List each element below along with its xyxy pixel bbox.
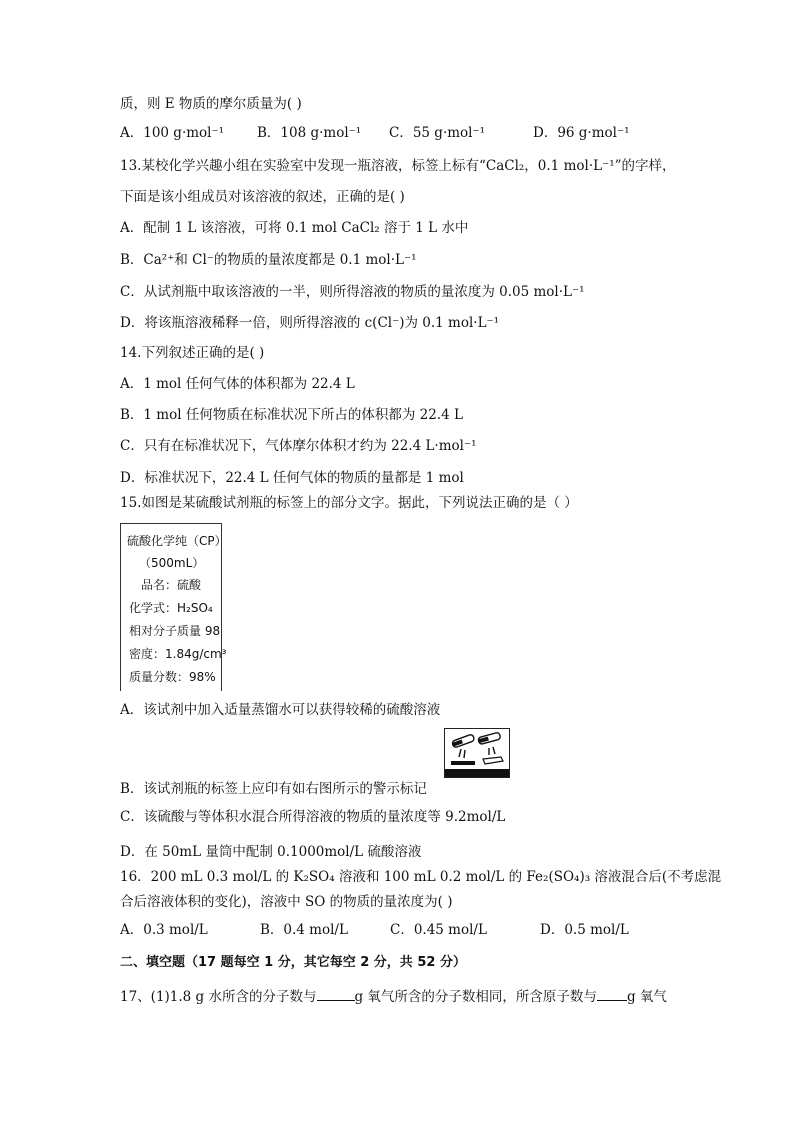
q15-option-a: A．该试剂中加入适量蒸馏水可以获得较稀的硫酸溶液 [120, 702, 441, 718]
label-line-density: 密度：1.84g/cm³ [129, 647, 227, 661]
label-line-grade: 硫酸化学纯（CP） [127, 534, 227, 548]
label-line-mass-fraction: 质量分数：98% [129, 670, 216, 684]
q12-option-c: C．55 g·mol⁻¹ [389, 125, 486, 141]
q16-stem-line2: 合后溶液体积的变化)，溶液中 SO 的物质的量浓度为( ) [120, 894, 453, 910]
q16-option-d: D．0.5 mol/L [540, 922, 629, 938]
q14-option-a: A．1 mol 任何气体的体积都为 22.4 L [120, 376, 355, 392]
sulfuric-acid-label [120, 523, 227, 691]
q16-option-b: B．0.4 mol/L [260, 922, 348, 938]
label-line-formula: 化学式：H₂SO₄ [129, 601, 213, 615]
q16-option-a: A．0.3 mol/L [120, 922, 208, 938]
q17-blank-2[interactable] [597, 986, 627, 1001]
q17-text-b: g 氧气所含的分子数相同，所含原子数与 [354, 989, 597, 1005]
q12-option-a: A．100 g·mol⁻¹ [120, 125, 225, 141]
q17-part1 [120, 986, 667, 1006]
q15-stem: 15.如图是某硫酸试剂瓶的标签上的部分文字。据此，下列说法正确的是（ ） [120, 495, 578, 511]
corrosive-warning-icon [444, 728, 510, 778]
q16-stem-line1: 16．200 mL 0.3 mol/L 的 K₂SO₄ 溶液和 100 mL 0.2 mol/L 的 Fe₂(SO₄)₃ 溶液混合后(不考虑混 [120, 869, 722, 885]
q13-stem-line2: 下面是该小组成员对该溶液的叙述，正确的是( ) [120, 189, 405, 205]
q15-option-c: C．该硫酸与等体积水混合所得溶液的物质的量浓度等 9.2mol/L [120, 809, 506, 825]
q12-option-b: B．108 g·mol⁻¹ [257, 125, 362, 141]
label-line-volume: （500mL） [139, 556, 205, 570]
q13-option-a: A．配制 1 L 该溶液，可将 0.1 mol CaCl₂ 溶于 1 L 水中 [120, 220, 469, 236]
label-line-name: 品名：硫酸 [141, 578, 202, 592]
q12-option-d: D．96 g·mol⁻¹ [533, 125, 630, 141]
q13-option-b: B．Ca²⁺和 Cl⁻的物质的量浓度都是 0.1 mol·L⁻¹ [120, 252, 417, 268]
q17-text-a: 17、(1)1.8 g 水所含的分子数与 [120, 989, 317, 1005]
q14-option-d: D．标准状况下，22.4 L 任何气体的物质的量都是 1 mol [120, 470, 464, 486]
q14-option-b: B．1 mol 任何物质在标准状况下所占的体积都为 22.4 L [120, 407, 463, 423]
label-line-molar-mass: 相对分子质量 98 [129, 624, 221, 638]
q17-text-c: g 氧气 [626, 989, 667, 1005]
q15-option-d: D．在 50mL 量筒中配制 0.1000mol/L 硫酸溶液 [120, 844, 422, 860]
q14-stem: 14.下列叙述正确的是( ) [120, 345, 265, 361]
q16-options [120, 921, 680, 939]
q12-stem-tail: 质，则 E 物质的摩尔质量为( ) [120, 96, 302, 112]
q15-option-b: B．该试剂瓶的标签上应印有如右图所示的警示标记 [120, 781, 427, 797]
q13-option-d: D．将该瓶溶液稀释一倍，则所得溶液的 c(Cl⁻)为 0.1 mol·L⁻¹ [120, 315, 500, 331]
q17-blank-1[interactable] [317, 986, 355, 1001]
q16-option-c: C．0.45 mol/L [390, 922, 487, 938]
q13-option-c: C．从试剂瓶中取该溶液的一半，则所得溶液的物质的量浓度为 0.05 mol·L⁻¹ [120, 284, 585, 300]
q14-option-c: C．只有在标准状况下，气体摩尔体积才约为 22.4 L·mol⁻¹ [120, 438, 477, 454]
q12-options [120, 124, 680, 142]
q13-stem-line1: 13.某校化学兴趣小组在实验室中发现一瓶溶液，标签上标有“CaCl₂，0.1 mol·L⁻¹”的字样， [120, 158, 676, 174]
section2-title: 二、填空题（17 题每空 1 分，其它每空 2 分，共 52 分） [120, 955, 466, 970]
